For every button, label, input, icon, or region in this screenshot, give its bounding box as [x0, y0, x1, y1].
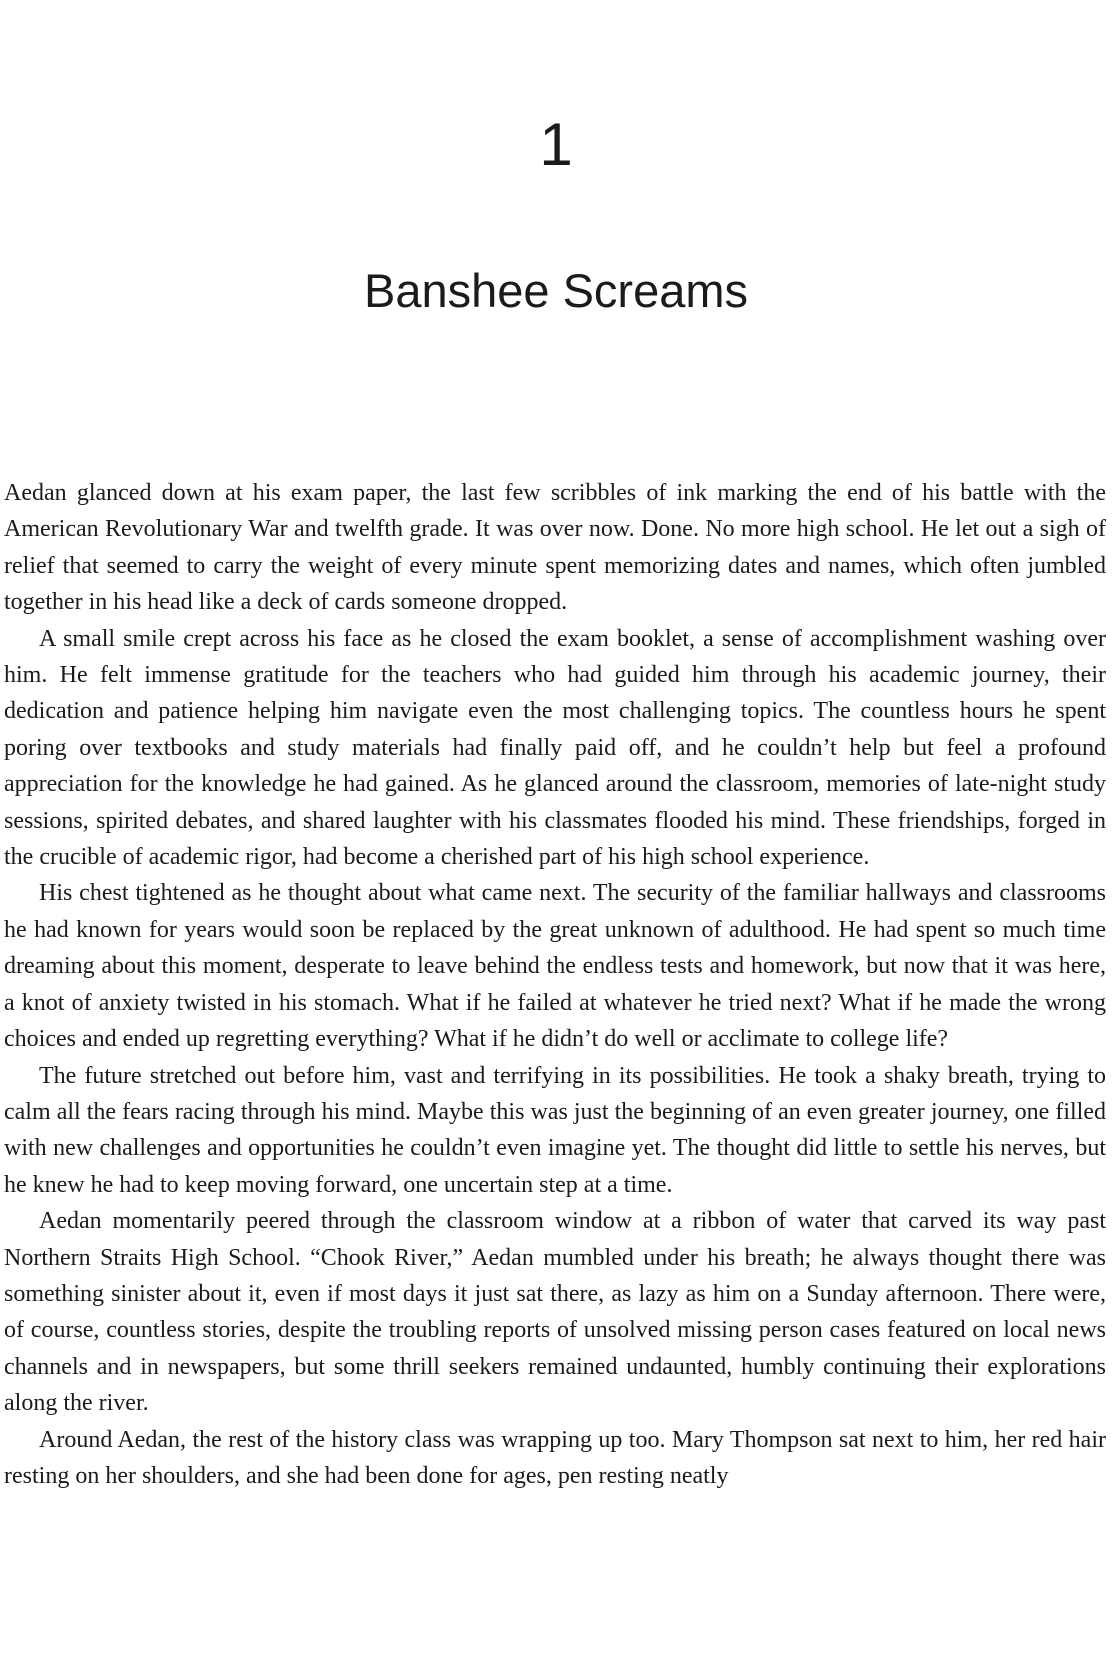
paragraph: The future stretched out before him, vast and terrifying in its possibilities. He took a shaky breath, trying to calm all the fears racing through his mind. Maybe this was just the beginning of an even greater journey, one filled with new challenges and opportunities he couldn’t even imagine yet. The thought did little to settle his nerves, but he knew he had to keep moving forward, one uncertain step at a time. — [4, 1062, 1106, 1198]
paragraph: His chest tightened as he thought about what came next. The security of the familiar hallways and classrooms he had known for years would soon be replaced by the great unknown of adulthood. He had spent so much time dreaming about this moment, desperate to leave behind the endless tests and homework, but now that it was here, a knot of anxiety twisted in his stomach. What if he failed at whatever he tried next? What if he made the wrong choices and ended up regretting everything? What if he didn’t do well or acclimate to college life? — [4, 880, 1106, 1053]
paragraph: Aedan momentarily peered through the classroom window at a ribbon of water that carved its way past Northern Straits High School. “Chook River,” Aedan mumbled under his breath; he always thought there was something sinister about it, even if most days it just sat there, as lazy as him on a Sunday afternoon. There were, of course, countless stories, despite the troubling reports of unsolved missing person cases featured on local news channels and in newspapers, but some thrill seekers remained undaunted, humbly continuing their explorations along the river. — [4, 1208, 1106, 1417]
paragraph: Aedan glanced down at his exam paper, the last few scribbles of ink marking the end of his battle with the American Revolutionary War and twelfth grade. It was over now. Done. No more high school. He let out a sigh of relief that seemed to carry the weight of every minute spent memorizing dates and names, which often jumbled together in his head like a deck of cards someone dropped. — [4, 480, 1106, 616]
chapter-body — [4, 475, 1106, 1494]
chapter-title: Banshee Screams — [363, 264, 749, 317]
chapter-number: 1 — [539, 111, 573, 178]
paragraph: A small smile crept across his face as he closed the exam booklet, a sense of accomplishment washing over him. He felt immense gratitude for the teachers who had guided him through his academic journey, their dedication and patience helping him navigate even the most challenging topics. The countless hours he spent poring over textbooks and study materials had finally paid off, and he couldn’t help but feel a profound appreciation for the knowledge he had gained. As he glanced around the classroom, memories of late-night study sessions, spirited debates, and shared laughter with his classmates flooded his mind. These friendships, forged in the crucible of academic rigor, had become a cherished part of his high school experience. — [4, 625, 1106, 871]
paragraph: Around Aedan, the rest of the history class was wrapping up too. Mary Thompson sat next to him, her red hair resting on her shoulders, and she had been done for ages, pen resting neatly — [4, 1426, 1106, 1489]
